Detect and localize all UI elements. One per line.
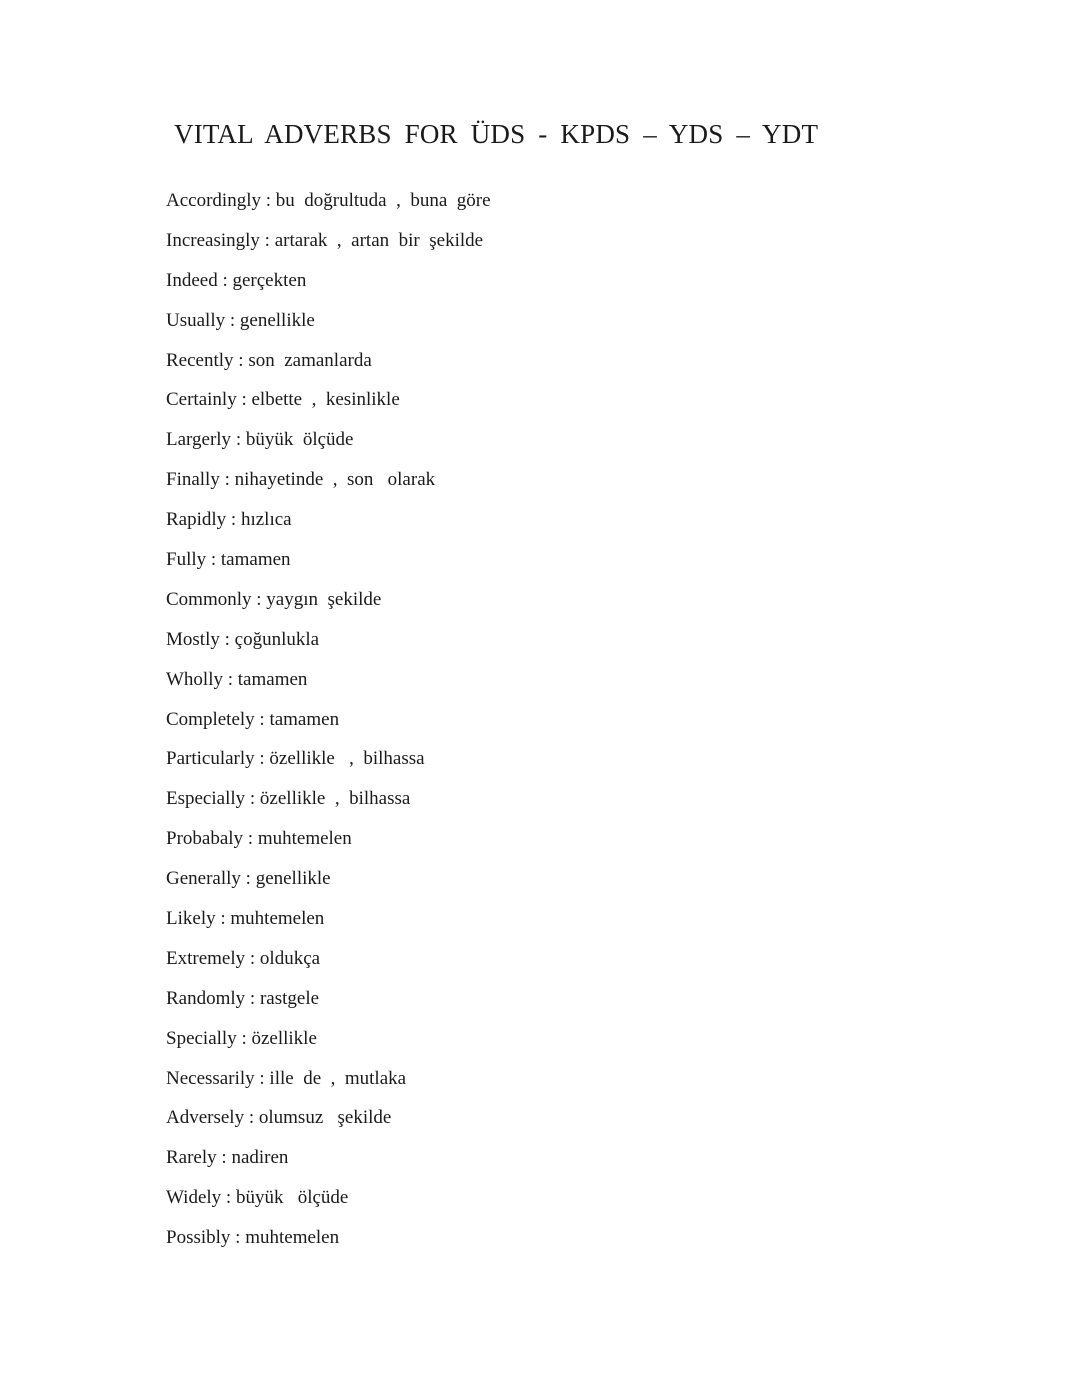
- turkish-meaning: yaygın şekilde: [266, 588, 382, 610]
- list-item: [166, 1064, 491, 1104]
- list-item: [166, 944, 491, 984]
- adverb-term: Usually: [166, 309, 226, 331]
- turkish-meaning: hızlıca: [240, 509, 292, 531]
- adverb-term: Generally: [166, 868, 241, 890]
- turkish-meaning: oldukça: [259, 947, 321, 969]
- list-item: [166, 864, 491, 904]
- turkish-meaning: çoğunlukla: [234, 628, 320, 650]
- turkish-meaning: özellikle: [251, 1027, 317, 1049]
- colon-separator: :: [215, 908, 231, 930]
- list-item: [166, 1103, 491, 1143]
- adverb-term: Commonly: [166, 588, 252, 610]
- colon-separator: :: [251, 588, 267, 610]
- adverb-term: Mostly: [166, 628, 220, 650]
- adverb-term: Fully: [166, 549, 207, 571]
- colon-separator: :: [245, 788, 260, 810]
- turkish-meaning: son zamanlarda: [248, 349, 372, 371]
- colon-separator: :: [233, 349, 249, 371]
- adverb-term: Widely: [166, 1187, 222, 1209]
- adverb-list: [166, 186, 491, 1263]
- adverb-term: Especially: [166, 788, 246, 810]
- adverb-term: Indeed: [166, 269, 218, 291]
- list-item: [166, 585, 491, 625]
- adverb-term: Increasingly: [166, 229, 260, 251]
- colon-separator: :: [216, 1147, 232, 1169]
- adverb-term: Wholly: [166, 668, 223, 690]
- turkish-meaning: muhtemelen: [257, 828, 352, 850]
- colon-separator: :: [206, 549, 221, 571]
- colon-separator: :: [254, 748, 270, 770]
- colon-separator: :: [225, 309, 240, 331]
- colon-separator: :: [244, 1107, 259, 1129]
- adverb-term: Largerly: [166, 429, 232, 451]
- list-item: [166, 505, 491, 545]
- turkish-meaning: tamamen: [269, 708, 340, 730]
- adverb-term: Accordingly: [166, 190, 261, 211]
- list-item: [166, 226, 491, 266]
- list-item: [166, 665, 491, 705]
- adverb-term: Necessarily: [166, 1067, 255, 1089]
- colon-separator: :: [219, 628, 235, 650]
- list-item: [166, 784, 491, 824]
- colon-separator: :: [254, 708, 270, 730]
- list-item: [166, 1223, 491, 1263]
- adverb-term: Adversely: [166, 1107, 245, 1129]
- colon-separator: :: [230, 1227, 246, 1249]
- adverb-term: Randomly: [166, 987, 246, 1009]
- list-item: [166, 1024, 491, 1064]
- turkish-meaning: elbette , kesinlikle: [251, 389, 400, 411]
- list-item: [166, 465, 491, 505]
- list-item: [166, 1143, 491, 1183]
- turkish-meaning: özellikle , bilhassa: [269, 748, 425, 770]
- colon-separator: :: [245, 987, 260, 1009]
- list-item: [166, 824, 491, 864]
- list-item: [166, 346, 491, 386]
- turkish-meaning: büyük ölçüde: [245, 429, 354, 451]
- colon-separator: :: [240, 868, 256, 890]
- list-item: [166, 1183, 491, 1223]
- list-item: [166, 904, 491, 944]
- turkish-meaning: muhtemelen: [230, 908, 325, 930]
- colon-separator: :: [236, 389, 252, 411]
- turkish-meaning: büyük ölçüde: [235, 1187, 349, 1209]
- list-item: [166, 705, 491, 745]
- turkish-meaning: özellikle , bilhassa: [259, 788, 411, 810]
- adverb-term: Rarely: [166, 1147, 217, 1169]
- colon-separator: :: [236, 1027, 252, 1049]
- list-item: [166, 186, 491, 226]
- colon-separator: :: [245, 947, 260, 969]
- colon-separator: :: [223, 668, 238, 690]
- turkish-meaning: genellikle: [239, 309, 315, 331]
- list-item: [166, 984, 491, 1024]
- list-item: [166, 744, 491, 784]
- list-item: [166, 385, 491, 425]
- turkish-meaning: olumsuz şekilde: [258, 1107, 392, 1129]
- adverb-term: Possibly: [166, 1227, 231, 1249]
- adverb-term: Likely: [166, 908, 216, 930]
- adverb-term: Finally: [166, 469, 220, 491]
- adverb-term: Certainly: [166, 389, 237, 411]
- adverb-term: Particularly: [166, 748, 255, 770]
- turkish-meaning: nihayetinde , son olarak: [234, 469, 436, 491]
- turkish-meaning: nadiren: [231, 1147, 289, 1169]
- adverb-term: Extremely: [166, 947, 246, 969]
- colon-separator: :: [259, 229, 275, 251]
- turkish-meaning: rastgele: [259, 987, 320, 1009]
- turkish-meaning: muhtemelen: [245, 1227, 340, 1249]
- adverb-term: Rapidly: [166, 509, 227, 531]
- list-item: [166, 425, 491, 465]
- list-item: [166, 266, 491, 306]
- turkish-meaning: tamamen: [237, 668, 308, 690]
- adverb-term: Probabaly: [166, 828, 244, 850]
- turkish-meaning: ille de , mutlaka: [269, 1067, 407, 1089]
- turkish-meaning: artarak , artan bir şekilde: [274, 229, 484, 251]
- adverb-term: Recently: [166, 349, 234, 371]
- colon-separator: :: [231, 429, 246, 451]
- colon-separator: :: [219, 469, 235, 491]
- colon-separator: :: [217, 269, 233, 291]
- turkish-meaning: bu doğrultuda , buna göre: [275, 190, 491, 211]
- list-item: [166, 545, 491, 585]
- turkish-meaning: genellikle: [255, 868, 331, 890]
- turkish-meaning: tamamen: [220, 549, 291, 571]
- list-item: [166, 625, 491, 665]
- colon-separator: :: [221, 1187, 236, 1209]
- colon-separator: :: [254, 1067, 270, 1089]
- turkish-meaning: gerçekten: [232, 269, 307, 291]
- colon-separator: :: [260, 190, 276, 211]
- list-item: [166, 306, 491, 346]
- colon-separator: :: [243, 828, 258, 850]
- colon-separator: :: [226, 509, 241, 531]
- adverb-term: Completely: [166, 708, 255, 730]
- adverb-term: Specially: [166, 1027, 237, 1049]
- page-title: VITAL ADVERBS FOR ÜDS - KPDS – YDS – YDT: [174, 119, 819, 149]
